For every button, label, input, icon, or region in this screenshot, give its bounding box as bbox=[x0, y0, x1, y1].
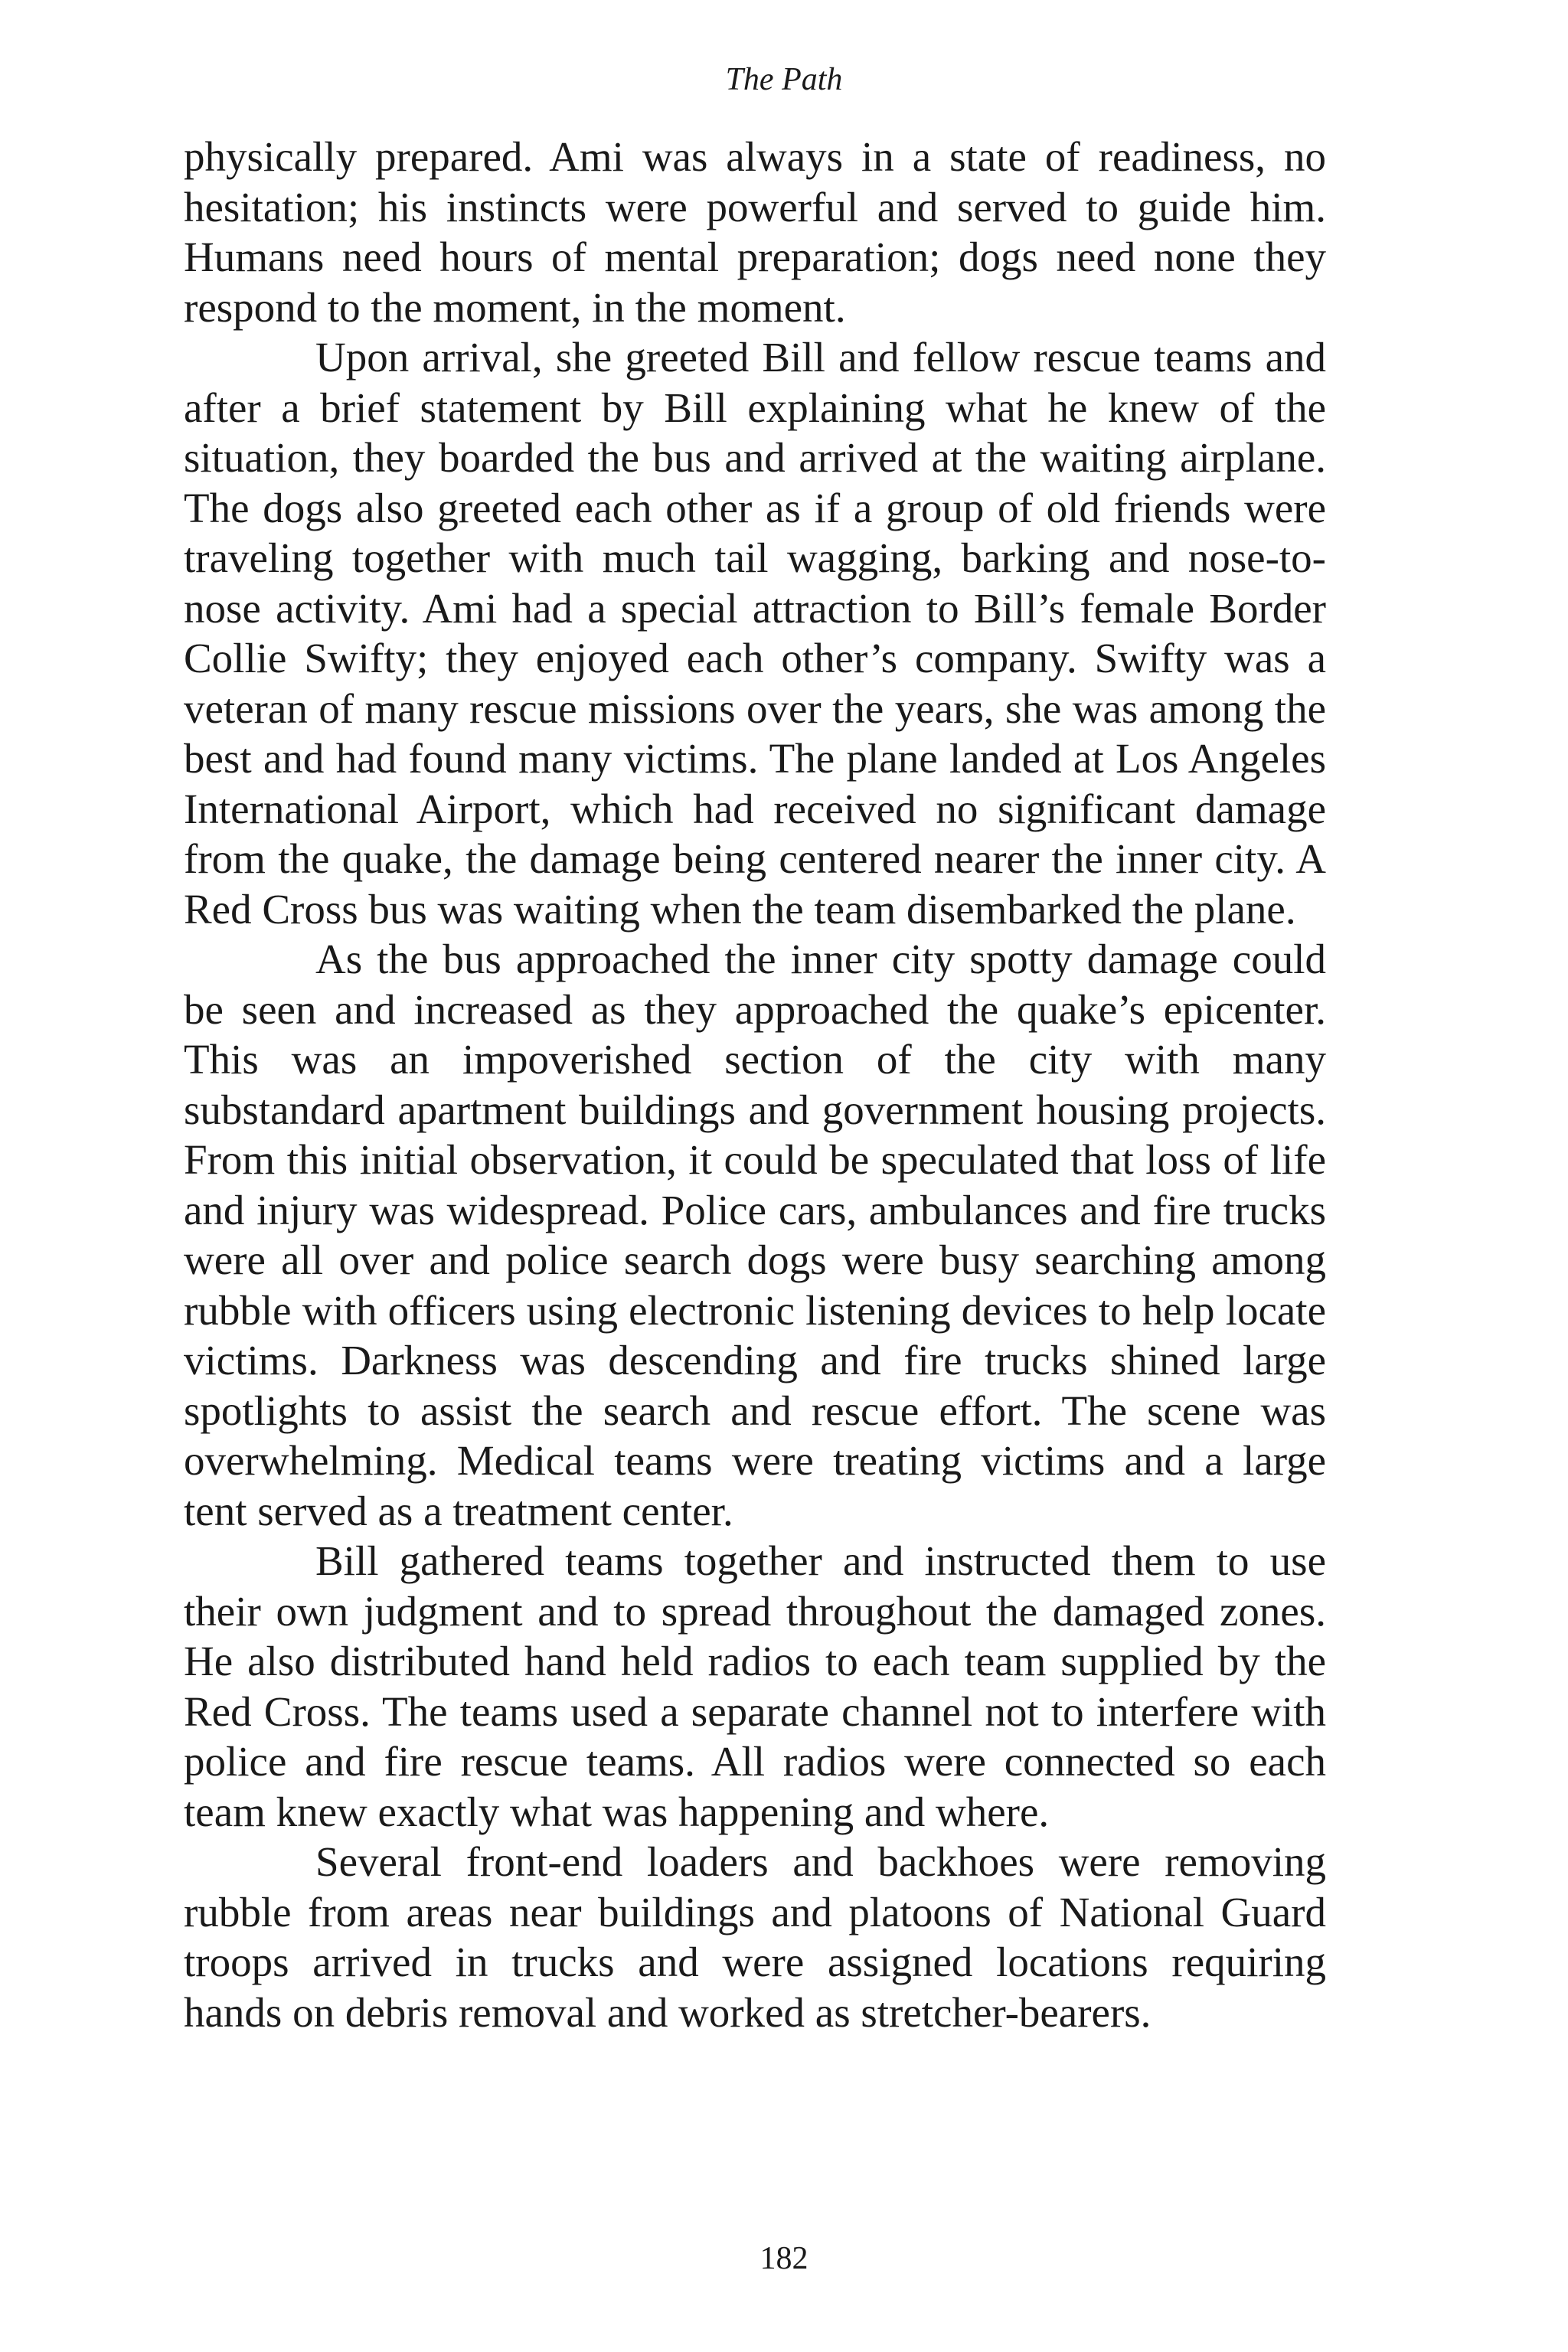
page-number: 182 bbox=[760, 2241, 808, 2276]
paragraph: As the bus approached the inner city spotty damage could be seen and increased as they approached the quake’s epicenter. This was an impoverished section of the city with many substandard apartment buildings and government housing projects. From this initial observation, it could be speculated that loss of life and injury was widespread. Police cars, ambulances and fire trucks were all over and police search dogs were busy searching among rubble with officers using electronic listening devices to help locate victims. Darkness was descending and fire trucks shined large spotlights to assist the search and rescue effort. The scene was overwhelming. Medical teams were treating victims and a large tent served as a treatment center. bbox=[184, 936, 1326, 1534]
paragraph: Several front-end loaders and backhoes were removing rubble from areas near buildings and platoons of National Guard troops arrived in trucks and were assigned locations requiring hands on debris removal and worked as stretcher-bearers. bbox=[184, 1838, 1326, 2036]
paragraph: Upon arrival, she greeted Bill and fellow rescue teams and after a brief statement by Bill explaining what he knew of the situation, they boarded the bus and arrived at the waiting airplane. The dogs also greeted each other as if a group of old friends were traveling together with much tail wagging, barking and nose-to-nose activity. Ami had a special attraction to Bill’s female Border Collie Swifty; they enjoyed each other’s company. Swifty was a veteran of many rescue missions over the years, she was among the best and had found many victims. The plane landed at Los Angeles International Airport, which had received no significant damage from the quake, the damage being centered nearer the inner city. A Red Cross bus was waiting when the team disembarked the plane. bbox=[184, 334, 1326, 933]
running-head: The Path bbox=[725, 62, 843, 97]
paragraph-continued: physically prepared. Ami was always in a state of readiness, no hesitation; his instincts were powerful and served to guide him. Humans need hours of mental preparation; dogs need none they respond to the moment, in the moment. bbox=[184, 133, 1326, 331]
body-text bbox=[184, 132, 1326, 2037]
paragraph: Bill gathered teams together and instructed them to use their own judgment and to spread throughout the damaged zones. He also distributed hand held radios to each team supplied by the Red Cross. The teams used a separate channel not to interfere with police and fire rescue teams. All radios were connected so each team knew exactly what was happening and where. bbox=[184, 1537, 1326, 1835]
